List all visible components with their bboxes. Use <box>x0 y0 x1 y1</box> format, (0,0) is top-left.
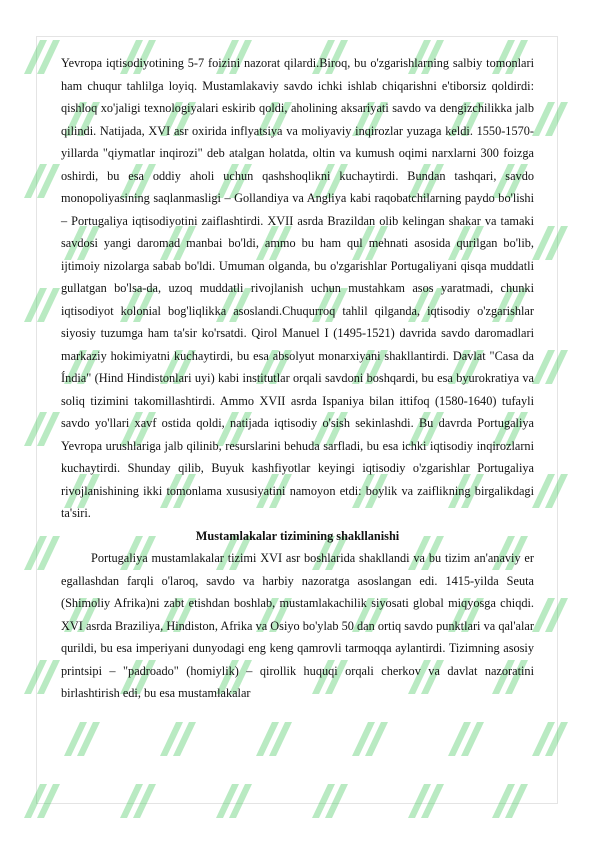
document-body <box>61 52 534 705</box>
paragraph-colonial-system: Portugaliya mustamlakalar tizimi XVI asr boshlarida shakllandi va bu tizim an'anaviy er egallashdan farqli o'laroq, savdo va harbiy nazoratga asoslangan edi. 1415-yilda Seuta (Shimoliy Afrika)ni zabt etishdan boshlab, mustamlakachilik siyosati global miqyosga chiqdi. XVI asrda Braziliya, Hindiston, Afrika va Osiyo bo'ylab 50 dan ortiq savdo punktlari va qal'alar qurildi, bu esa imperiyani dunyodagi eng keng qamrovli tarmoqqa aylantirdi. Tizimning asosiy printsipi – "padroado" (homiylik) – qirollik huquqi orqali cherkov va davlat nazoratini birlashtirish edi, bu esa mustamlakalar <box>61 551 534 700</box>
section-heading: Mustamlakalar tizimining shakllanishi <box>195 528 400 543</box>
paragraph-economic-changes: Yevropa iqtisodiyotining 5-7 foizini nazorat qilardi.Biroq, bu o'zgarishlarning salbiy tomonlari ham chuqur tahlilga loyiq. Mustamlakaviy savdo ichki ishlab chiqarishni e'tiborsiz qoldirdi: qishloq xo'jaligi texnologiyalari eskirib qoldi, aholining aksariyati savdo va dengizchilikka jalb qilindi. Natijada, XVI asr oxirida inflyatsiya va moliyaviy inqirozlar yuzaga keldi. 1550-1570-yillarda "qiymatlar inqirozi" deb atalgan holatda, oltin va kumush oqimi narxlarni 300 foizga oshirdi, bu esa oddiy aholi uchun qashshoqlikni kuchaytirdi. Bundan tashqari, savdo monopoliyasining saqlanmasligi – Gollandiya va Angliya kabi raqobatchilarning paydo bo'lishi – Portugaliya iqtisodiyotini zaiflashtirdi. XVII asrda Brazildan olib kelingan shakar va tamaki savdosi yangi daromad manbai bo'ldi, ammo bu ham qul mehnati asosida qurilgan bo'lib, ijtimoiy nizolarga sabab bo'ldi. Umuman olganda, bu o'zgarishlar Portugaliyani qisqa muddatli gullatgan bo'lsa-da, uzoq muddatli rivojlanish uchun mustahkam asos yaratmadi, chunki iqtisodiyot kolonial bog'liqlikka asoslandi.Chuqurroq tahlil qilganda, iqtisodiy o'zgarishlar siyosiy tuzumga ham ta'sir ko'rsatdi. Qirol Manuel I (1495-1521) davrida savdo daromadlari markaziy hokimiyatni kuchaytirdi, bu esa absolyut monarxiyani shakllantirdi. Davlat "Casa da Índia" (Hind Hindistonlari uyi) kabi institutlar orqali savdoni boshqardi, bu esa byurokratiya va soliq tizimini takomillashtirdi. Ammo XVII asrda Ispaniya bilan ittifoq (1580-1640) tufayli savdo yo'llari xavf ostida qoldi, natijada iqtisodiy o'sish sekinlashdi. Bu davrda Portugaliya Yevropa urushlariga jalb qilinib, resurslarini behuda sarfladi, bu esa ichki iqtisodiy inqirozlarni kuchaytirdi. Shunday qilib, Buyuk kashfiyotlar keyingi iqtisodiy o'zgarishlar Portugaliya rivojlanishining ikki tomonlama xususiyatini namoyon etdi: boylik va zaiflikning birgalikdagi ta'siri. <box>61 56 534 520</box>
